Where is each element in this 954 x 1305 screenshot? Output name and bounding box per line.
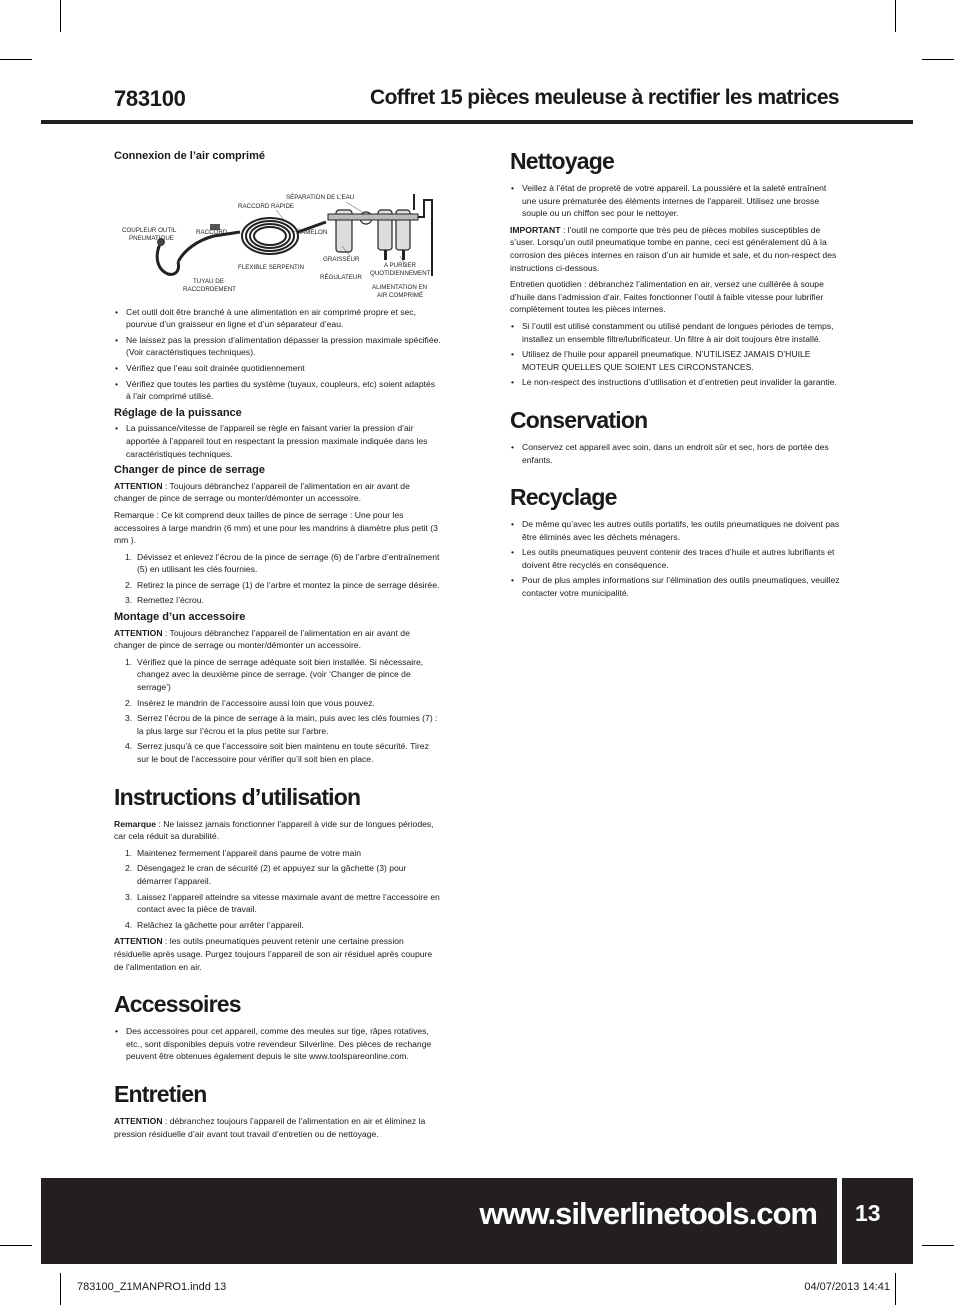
- list-item: 1. Maintenez fermement l’appareil dans paume de votre main: [125, 847, 362, 858]
- label-regulateur: RÉGULATEUR: [320, 273, 362, 281]
- nettoyage-heading: Nettoyage: [510, 148, 614, 174]
- list-item: • Les outils pneumatiques peuvent contenir des traces d’huile et autres lubrifiants et doivent être recyclés en conséquence.: [510, 546, 842, 571]
- label-tuyau-2: RACCORDEMENT: [183, 285, 236, 293]
- list-item: • Pour de plus amples informations sur l’élimination des outils pneumatiques, veuillez contacter votre municipalité.: [510, 574, 842, 599]
- entretien-heading: Entretien: [114, 1080, 207, 1107]
- left-column: [114, 150, 442, 1144]
- changer-heading: Changer de pince de serrage: [114, 464, 265, 477]
- list-item: 3. Laissez l’appareil atteindre sa vitesse maximale avant de mettre l’accessoire en contact avec la pièce de travail.: [125, 891, 440, 915]
- montage-attention: ATTENTION : Toujours débranchez l’appareil de l’alimentation en air avant de changer de pince de serrage ou monter/démonter un accessoire.: [114, 627, 410, 651]
- changer-attention: ATTENTION : Toujours débranchez l’appareil de l’alimentation en air avant de changer de pince de serrage ou monter/démonter un accessoire.: [114, 480, 410, 504]
- list-item: 2. Retirez la pince de serrage (1) de l’arbre et montez la pince de serrage désirée.: [125, 579, 440, 590]
- crop-mark: [60, 1273, 61, 1305]
- page-title: Coffret 15 pièces meuleuse à rectifier les matrices: [370, 86, 839, 109]
- list-item: 4. Relâchez la gâchette pour arrêter l’appareil.: [125, 919, 304, 930]
- instructions-attention: ATTENTION : les outils pneumatiques peuvent retenir une certaine pression résiduelle après usage. Purgez toujours l’appareil de son air résiduel après coupure de l’alimentation en air.: [114, 936, 433, 972]
- recyclage-list: [510, 518, 842, 600]
- page-number: 13: [855, 1200, 881, 1226]
- list-item: 3. Serrez l’écrou de la pince de serrage à la main, puis avec les clés fournies (7) : la plus large sur l’écrou et la plus petite sur l’arbre.: [125, 713, 438, 736]
- label-raccord: RACCORD: [196, 228, 228, 236]
- important-note: IMPORTANT : l’outil ne comporte que très peu de pièces mobiles susceptibles de s’user. Lorsqu’un outil pneumatique tombe en panne, ceci est généralement dû à la corrosion des pièces internes en raison d’un air humide et sale, et du non-respect des instructions ci-dessous.: [510, 224, 837, 273]
- label-coupleur-2: PNEUMATIQUE: [129, 234, 174, 242]
- label-a-purger-2: QUOTIDIENNEMENT: [370, 269, 431, 277]
- accessoires-heading: Accessoires: [114, 991, 241, 1018]
- changer-remarque: Remarque : Ce kit comprend deux tailles de pince de serrage : Une pour les accessoires à large mandrin (6 mm) et une pour les mandrins à diamètre plus petit (3 mm ).: [114, 509, 438, 546]
- label-raccord-rapide: RACCORD RAPIDE: [238, 202, 295, 210]
- list-item: • Si l’outil est utilisé constamment ou utilisé pendant de longues périodes de temps, installez un ensemble filtre/lubrificateur. Un filtre à air doit toujours être installé.: [510, 320, 842, 345]
- label-mamelon: MAMELON: [296, 228, 328, 236]
- instructions-remarque: Remarque : Ne laissez jamais fonctionner l’appareil à vide sur de longues périodes, car cela réduit sa durabilité.: [114, 818, 434, 842]
- list-item: • Vérifiez que l’eau soit drainée quotidiennement: [114, 362, 442, 375]
- crop-mark: [0, 1245, 32, 1246]
- recyclage-heading: Recyclage: [510, 484, 617, 511]
- connexion-list: [114, 306, 442, 403]
- crop-mark: [922, 59, 954, 60]
- list-item: 4. Serrez jusqu’à ce que l’accessoire soit bien maintenu en toute sécurité. Tirez sur le bout de l’accessoire pour vérifier qu’il soit bien en place.: [125, 741, 429, 764]
- instructions-heading: Instructions d’utilisation: [114, 783, 361, 810]
- footer-url-link[interactable]: www.silverlinetools.com: [479, 1196, 817, 1231]
- list-item: 1. Vérifiez que la pince de serrage adéquate soit bien installée. Si nécessaire, changez avec la deuxième pince de serrage. (voir ‘Changer de pince de serrage’): [125, 656, 424, 693]
- label-a-purger-1: A PURGER: [384, 261, 416, 269]
- label-separation: SÉPARATION DE L’EAU: [286, 193, 355, 201]
- label-alimentation-1: ALIMENTATION EN: [372, 283, 428, 291]
- reglage-heading: Réglage de la puissance: [114, 406, 242, 419]
- entretien-quotidien: Entretien quotidien : débranchez l’alimentation en air, versez une cuillérée à soupe d’huile dans l’admission d’air. Faites fonctionner l’outil à faible vitesse pour lubrifier complètement toutes les pièces internes.: [510, 279, 824, 315]
- crop-mark: [895, 0, 896, 32]
- list-item: • Vérifiez que toutes les parties du système (tuyaux, coupleurs, etc) soient adaptés à l’air comprimé utilisé.: [114, 378, 442, 403]
- connexion-heading: Connexion de l’air comprimé: [114, 150, 265, 162]
- label-coupleur-1: COUPLEUR OUTIL: [122, 226, 177, 234]
- changer-steps: [114, 551, 442, 607]
- list-item: • Veillez à l’état de propreté de votre appareil. La poussière et la saleté entraînent une usure prématurée des éléments internes de l’appareil. Utilisez une brosse souple ou un chiffon sec pour le nettoyer.: [510, 182, 842, 220]
- label-flexible: FLEXIBLE SERPENTIN: [238, 263, 305, 271]
- slug-filename: 783100_Z1MANPRO1.indd 13: [77, 1281, 227, 1293]
- montage-heading: Montage d’un accessoire: [114, 611, 246, 624]
- slug-date: 04/07/2013 14:41: [804, 1281, 890, 1293]
- crop-mark: [0, 59, 32, 60]
- crop-mark: [922, 1245, 954, 1246]
- label-graisseur: GRAISSEUR: [323, 255, 360, 263]
- product-code: 783100: [114, 86, 186, 111]
- list-item: • Ne laissez pas la pression d’alimentation dépasser la pression maximale spécifiée. (Voir caractéristiques techniques).: [114, 334, 442, 359]
- instructions-steps: [114, 847, 442, 932]
- reglage-list: [114, 422, 442, 460]
- conservation-list: [510, 441, 842, 466]
- crop-mark: [60, 0, 61, 32]
- right-column: [510, 148, 842, 604]
- list-item: • Des accessoires pour cet appareil, comme des meules sur tige, râpes rotatives, etc., sont disponibles depuis votre revendeur Silverline. Des pièces de rechange peuvent être obtenues également depuis le site www.toolspareonline.com.: [114, 1025, 442, 1063]
- accessoires-list: [114, 1025, 442, 1063]
- header-rule: [41, 120, 913, 124]
- montage-steps: [114, 656, 442, 766]
- nettoyage-list: [510, 182, 842, 220]
- label-tuyau-1: TUYAU DE: [193, 277, 224, 285]
- list-item: • De même qu’avec les autres outils portatifs, les outils pneumatiques ne doivent pas être éliminés avec les déchets ménagers.: [510, 518, 842, 543]
- list-item: • Cet outil doit être branché à une alimentation en air comprimé propre et sec, pourvue d’un graisseur en ligne et d’un séparateur d’eau.: [114, 306, 442, 331]
- air-connection-diagram: [114, 166, 442, 299]
- nettoyage-list-2: [510, 320, 842, 389]
- list-item: • La puissance/vitesse de l’appareil se règle en faisant varier la pression d’air apportée à l’appareil tout en respectant la pression maximale indiquée dans les caractéristiques techniques.: [114, 422, 442, 460]
- list-item: • Utilisez de l’huile pour appareil pneumatique. N’UTILISEZ JAMAIS D’HUILE MOTEUR QUELLES QUE SOIENT LES CIRCONSTANCES.: [510, 348, 842, 373]
- label-alimentation-2: AIR COMPRIMÉ: [377, 291, 424, 299]
- list-item: 2. Insérez le mandrin de l’accessoire aussi loin que vous pouvez.: [125, 697, 375, 708]
- list-item: • Conservez cet appareil avec soin, dans un endroit sûr et sec, hors de portée des enfants.: [510, 441, 842, 466]
- footer-bar: [41, 1178, 837, 1264]
- entretien-attention: ATTENTION : débranchez toujours l’appareil de l’alimentation en air et éliminez la pression résiduelle d’air avant tout travail d’entretien ou de nettoyage.: [114, 1115, 426, 1139]
- list-item: 2. Désengagez le cran de sécurité (2) et appuyez sur la gâchette (3) pour démarrer l’appareil.: [125, 863, 407, 886]
- list-item: 3. Remettez l’écrou.: [125, 595, 204, 606]
- page-number-box: [842, 1178, 913, 1264]
- list-item: • Le non-respect des instructions d’utilisation et d’entretien peut invalider la garantie.: [510, 376, 842, 389]
- conservation-heading: Conservation: [510, 406, 648, 433]
- crop-mark: [895, 1273, 896, 1305]
- list-item: 1. Dévissez et enlevez l’écrou de la pince de serrage (6) de l’arbre d’entraînement (5) en utilisant les clés fournies.: [125, 551, 440, 575]
